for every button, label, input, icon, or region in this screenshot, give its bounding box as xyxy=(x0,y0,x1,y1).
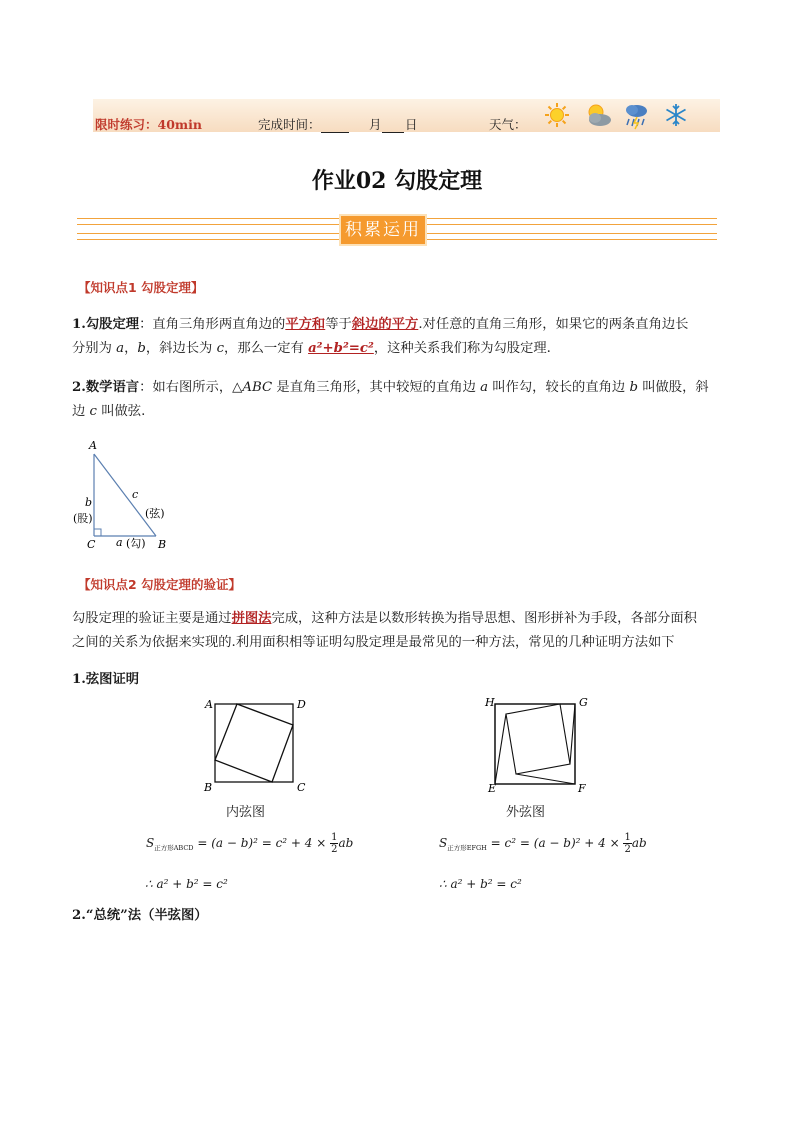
inner-area-formula: $S_{正方形ABCD} = (a - b)^2 = c^2 + 4$ × $\frac{1}{2}$ ab xyxy=(146,832,354,855)
method-2-heading: 2.“总统”法（半弦图） xyxy=(72,908,208,923)
vertex-e-label: E xyxy=(488,782,497,795)
partly-cloudy-icon xyxy=(583,102,613,128)
day-label: 日 xyxy=(405,117,418,132)
knowledge-point-2-heading: 【知识点2 勾股定理的验证】 xyxy=(78,577,242,592)
completion-time-label: 完成时间： xyxy=(258,115,349,133)
vertex-c-label: C xyxy=(297,781,306,794)
side-b-label: b xyxy=(85,496,93,509)
inner-chord-caption: 内弦图 xyxy=(226,805,266,820)
side-c xyxy=(94,454,156,536)
right-triangle-diagram xyxy=(72,436,182,554)
side-a-name: (勾) xyxy=(126,537,146,550)
vertex-f-label: F xyxy=(578,782,586,795)
side-b-name: (股) xyxy=(73,512,93,525)
weather-label: 天气： xyxy=(489,117,527,132)
vertex-a-label: A xyxy=(205,698,213,711)
method-1-heading: 1.弦图证明 xyxy=(72,672,140,687)
sun-icon xyxy=(544,102,570,128)
practice-info-bar xyxy=(93,99,720,132)
right-angle-mark xyxy=(94,529,101,536)
outer-conclusion: ∴ a² + b² = c² xyxy=(439,877,522,891)
vertex-d-label: D xyxy=(297,698,306,711)
knowledge-point-1-heading: 【知识点1 勾股定理】 xyxy=(78,280,204,295)
rain-icon xyxy=(623,102,649,130)
time-limit: 限时练习：40min xyxy=(95,117,202,132)
inner-chord-diagram xyxy=(200,694,320,796)
outer-chord-diagram xyxy=(478,692,598,796)
vertex-b-label: B xyxy=(204,781,213,794)
side-a-label: a xyxy=(116,536,123,549)
outer-area-formula: $S_{正方形EFGH} = c^2 = (a - b)^2 + 4$ × $\frac{1}{2}$ ab xyxy=(439,832,647,855)
vertex-g-label: G xyxy=(579,696,588,709)
side-c-name: (弦) xyxy=(145,507,165,520)
snowflake-icon xyxy=(663,102,689,128)
pythagorean-theorem-definition: 1.勾股定理：直角三角形两直角边的平方和等于斜边的平方.对任意的直角三角形，如果它的两条直角边长 分别为 a，b，斜边长为 c，那么一定有 a²+b²=c²，这种关系我们称为勾股定理. xyxy=(72,317,689,356)
page-title: 作业02 勾股定理 xyxy=(311,168,483,194)
verification-paragraph: 勾股定理的验证主要是通过拼图法完成，这种方法是以数形转换为指导思想、图形拼补为手段，各部分面积 之间的关系为依据来实现的.利用面积相等证明勾股定理是最常见的一种方法，常见的几种证明方法如下 xyxy=(72,611,697,650)
vertex-c-label: C xyxy=(87,538,96,551)
month-label: 月 xyxy=(369,115,404,133)
vertex-h-label: H xyxy=(485,696,495,709)
pythagorean-formula: a²+b²=c² xyxy=(308,341,374,356)
outer-chord-caption: 外弦图 xyxy=(506,805,546,820)
vertex-a-label: A xyxy=(89,439,97,452)
inner-conclusion: ∴ a² + b² = c² xyxy=(145,877,228,891)
math-language-paragraph: 2.数学语言：如右图所示，△ABC 是直角三角形，其中较短的直角边 a 叫作勾，较长的直角边 b 叫做股，斜 边 c 叫做弦. xyxy=(72,380,709,419)
section-banner: 积累运用 xyxy=(339,214,427,246)
side-c-label: c xyxy=(132,488,139,501)
vertex-b-label: B xyxy=(158,538,167,551)
